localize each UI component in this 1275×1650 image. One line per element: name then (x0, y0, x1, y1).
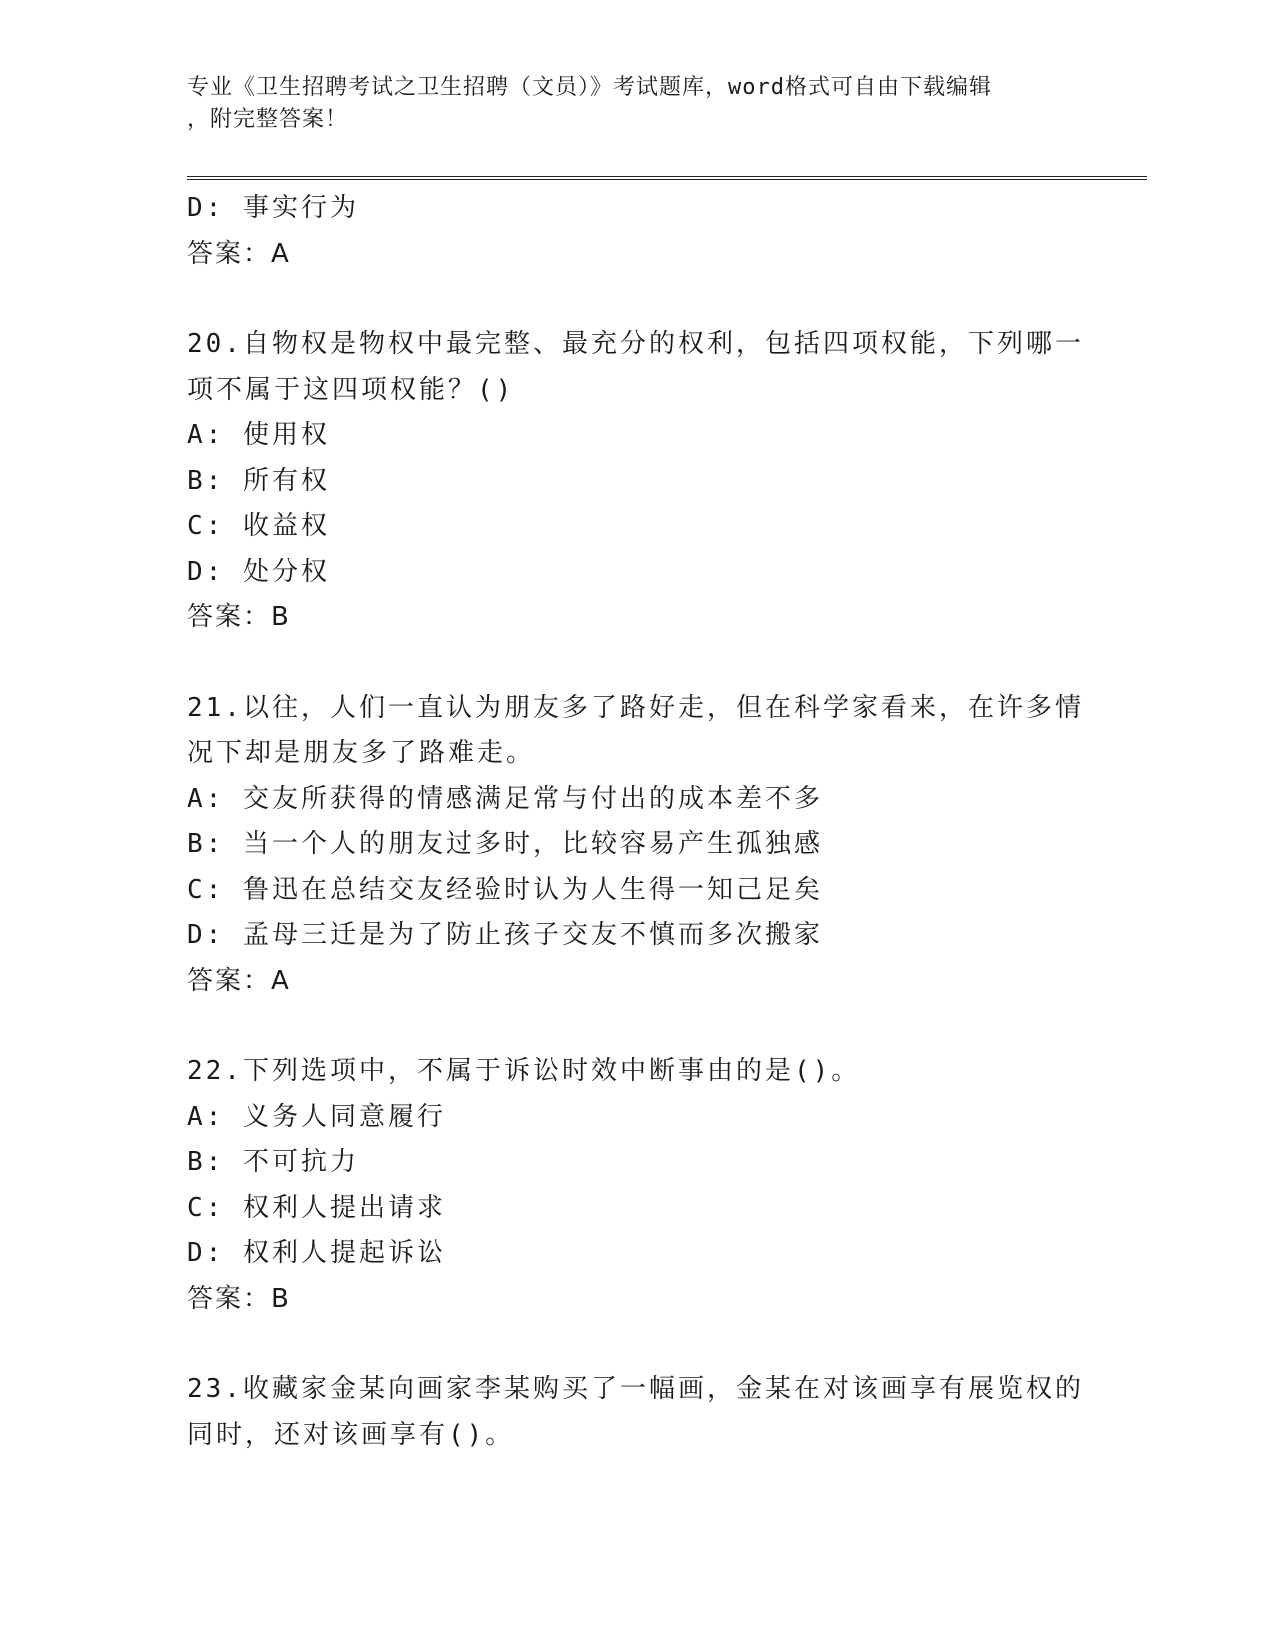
header-divider (187, 176, 1147, 180)
option-b: B: 不可抗力 (187, 1147, 359, 1177)
answer-line: 答案：A (187, 965, 291, 996)
previous-question-fragment (187, 186, 1087, 277)
question-stem-line: 21.以往，人们一直认为朋友多了路好走，但在科学家看来，在许多情 (187, 692, 1084, 723)
question-stem-line: 23.收藏家金某向画家李某购买了一幅画，金某在对该画享有展览权的 (187, 1374, 1084, 1404)
answer-line: 答案：B (187, 602, 291, 632)
question-23 (187, 1367, 1087, 1458)
question-stem-line: 项不属于这四项权能？() (187, 374, 515, 405)
option-a: A: 交友所获得的情感满足常与付出的成本差不多 (187, 783, 823, 814)
option-b: B: 当一个人的朋友过多时，比较容易产生孤独感 (187, 829, 823, 859)
option-d: D: 孟母三迁是为了防止孩子交友不慎而多次搬家 (187, 920, 823, 950)
option-b: B: 所有权 (187, 465, 330, 496)
option-d: D: 处分权 (187, 556, 330, 587)
question-stem-line: 22.下列选项中，不属于诉讼时效中断事由的是()。 (187, 1056, 861, 1086)
question-list (187, 186, 1087, 1458)
option-c: C: 权利人提出请求 (187, 1192, 446, 1223)
option-a: A: 使用权 (187, 420, 330, 450)
answer-line: 答案：A (187, 238, 291, 269)
header-line-1: 专业《卫生招聘考试之卫生招聘（文员）》考试题库，word格式可自由下载编辑 (187, 75, 992, 100)
option-d: D: 权利人提起诉讼 (187, 1238, 446, 1268)
option-d: D: 事实行为 (187, 193, 359, 223)
question-22 (187, 1049, 1087, 1322)
question-stem-line: 况下却是朋友多了路难走。 (187, 738, 536, 768)
answer-line: 答案：B (187, 1283, 291, 1314)
question-stem-line: 同时，还对该画享有()。 (187, 1419, 515, 1450)
question-stem-line: 20.自物权是物权中最完整、最充分的权利，包括四项权能，下列哪一 (187, 329, 1084, 359)
option-c: C: 鲁迅在总结交友经验时认为人生得一知己足矣 (187, 874, 823, 905)
question-21 (187, 686, 1087, 1005)
option-c: C: 收益权 (187, 511, 330, 541)
option-a: A: 义务人同意履行 (187, 1101, 446, 1132)
question-20 (187, 322, 1087, 641)
document-header (187, 72, 1067, 136)
header-line-2: ，附完整答案！ (187, 107, 349, 132)
